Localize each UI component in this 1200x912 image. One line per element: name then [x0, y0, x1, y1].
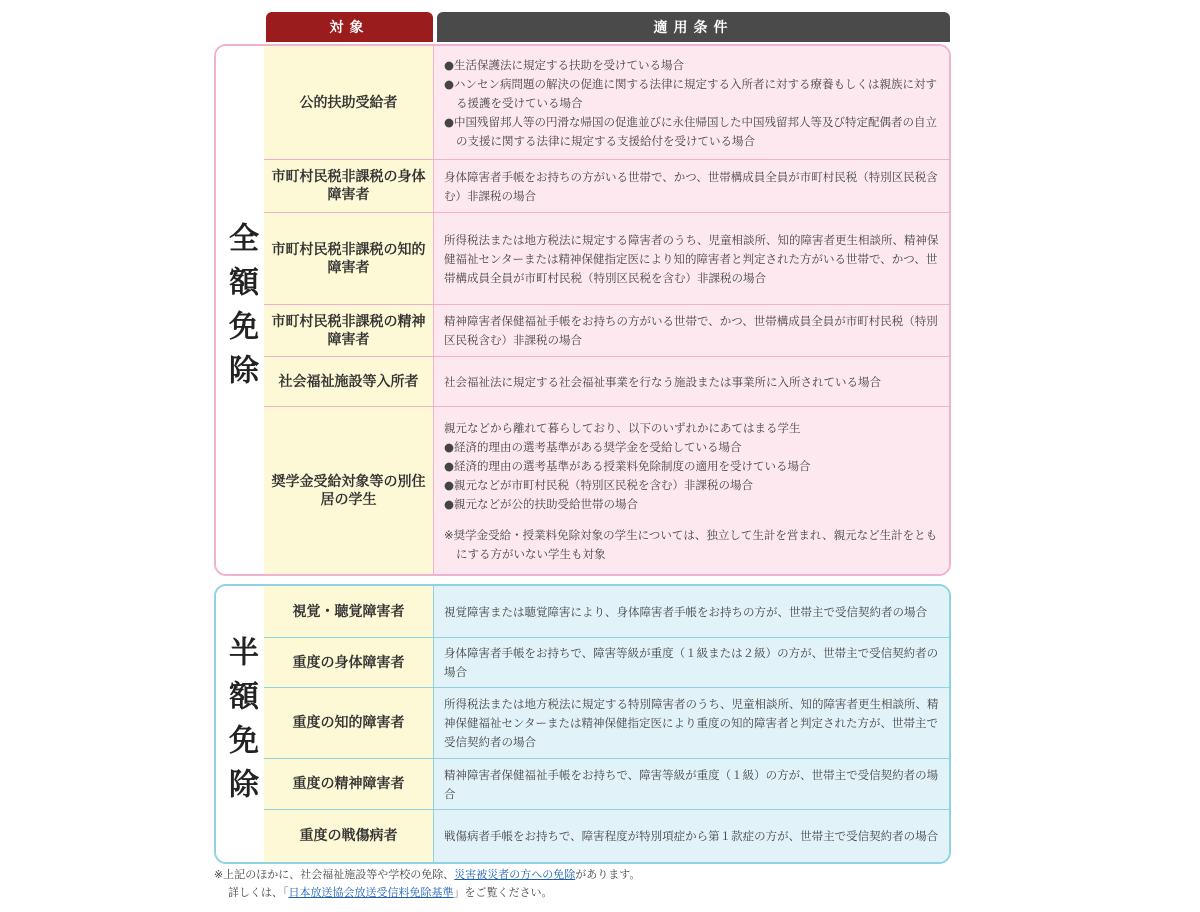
row-target: 重度の戦傷病者: [264, 810, 434, 862]
full-exemption-section: [214, 44, 951, 576]
half-exemption-label-text: 半額免除: [223, 636, 258, 812]
condition-line: 社会福祉法に規定する社会福祉事業を行なう施設または事業所に入所されている場合: [444, 374, 881, 389]
table-row: [264, 212, 949, 304]
row-target: 社会福祉施設等入所者: [264, 357, 434, 406]
table-row: [264, 586, 949, 637]
row-target: 視覚・聴覚障害者: [264, 586, 434, 637]
row-conditions: [434, 357, 949, 406]
half-exemption-label: [216, 586, 264, 862]
footnote-text: 詳しくは、「: [228, 886, 289, 899]
footnote-text: ※上記のほかに、社会福祉施設等や学校の免除、: [214, 868, 455, 881]
condition-line: ●親元などが市町村民税（特別区民税を含む）非課税の場合: [444, 477, 754, 492]
header-target: 対象: [266, 12, 433, 42]
table-row: [264, 637, 949, 687]
row-conditions: [434, 160, 949, 212]
row-target: 重度の知的障害者: [264, 688, 434, 758]
table-row: [264, 406, 949, 574]
condition-line: ●ハンセン病問題の解決の促進に関する法律に規定する入所者に対する療養もしくは親族に対する援護を受けている場合: [444, 76, 938, 110]
table-row: [264, 304, 949, 356]
half-exemption-rows: [264, 586, 949, 862]
row-conditions: [434, 759, 949, 809]
condition-line: ●経済的理由の選考基準がある授業料免除制度の適用を受けている場合: [444, 458, 811, 473]
row-target: 市町村民税非課税の精神障害者: [264, 305, 434, 356]
full-exemption-label: [216, 46, 264, 574]
condition-line: 精神障害者保健福祉手帳をお持ちの方がいる世帯で、かつ、世帯構成員全員が市町村民税（特別区民税含む）非課税の場合: [444, 314, 938, 347]
table-row: [264, 758, 949, 809]
row-target: 重度の精神障害者: [264, 759, 434, 809]
half-exemption-section: [214, 584, 951, 864]
condition-line: 所得税法または地方税法に規定する障害者のうち、児童相談所、知的障害者更生相談所、精神保健福祉センターまたは精神保健指定医により知的障害者と判定された方がいる世帯で、かつ、世帯構成員全員が市町村民税（特別区民税を含む）非課税の場合: [444, 232, 939, 285]
table-row: [264, 809, 949, 862]
row-target: 市町村民税非課税の身体障害者: [264, 160, 434, 212]
exemption-standards-link[interactable]: 日本放送協会放送受信料免除基準: [288, 886, 454, 899]
table-row: [264, 159, 949, 212]
condition-line: ●経済的理由の選考基準がある奨学金を受給している場合: [444, 439, 742, 454]
row-target: 市町村民税非課税の知的障害者: [264, 213, 434, 304]
row-conditions: [434, 688, 949, 758]
footnote: [214, 866, 954, 902]
footnote-line-2: [214, 884, 954, 902]
condition-line: 身体障害者手帳をお持ちの方がいる世帯で、かつ、世帯構成員全員が市町村民税（特別区民税含む）非課税の場合: [444, 169, 938, 203]
row-conditions: [434, 407, 949, 574]
row-target: 公的扶助受給者: [264, 46, 434, 159]
row-conditions: [434, 810, 949, 862]
condition-line: ●中国残留邦人等の円滑な帰国の促進並びに永住帰国した中国残留邦人等及び特定配偶者の自立の支援に関する法律に規定する支援給付を受けている場合: [444, 114, 938, 148]
condition-line: 親元などから離れて暮らしており、以下のいずれかにあてはまる学生: [444, 420, 801, 435]
condition-line: ●親元などが公的扶助受給世帯の場合: [444, 496, 639, 511]
table-row: [264, 46, 949, 159]
row-target: 重度の身体障害者: [264, 638, 434, 687]
footnote-text: 」をご覧ください。: [453, 886, 553, 899]
condition-line: 精神障害者保健福祉手帳をお持ちで、障害等級が重度（１級）の方が、世帯主で受信契約者の場合: [444, 767, 939, 801]
condition-line: 戦傷病者手帳をお持ちで、障害程度が特別項症から第１款症の方が、世帯主で受信契約者の場合: [444, 829, 939, 843]
condition-line: ●生活保護法に規定する扶助を受けている場合: [444, 57, 685, 72]
full-exemption-rows: [264, 46, 949, 574]
table-row: [264, 687, 949, 758]
disaster-victim-exemption-link[interactable]: 災害被災者の方への免除: [454, 868, 576, 881]
row-target: 奨学金受給対象等の別住居の学生: [264, 407, 434, 574]
condition-line: 身体障害者手帳をお持ちで、障害等級が重度（１級または２級）の方が、世帯主で受信契約者の場合: [444, 646, 939, 679]
full-exemption-label-text: 全額免除: [223, 222, 258, 398]
condition-note: ※奨学金受給・授業料免除対象の学生については、独立して生計を営まれ、親元など生計をともにする方がいない学生も対象: [444, 527, 938, 561]
footnote-line-1: [214, 866, 954, 884]
row-conditions: [434, 586, 949, 637]
row-conditions: [434, 213, 949, 304]
row-conditions: [434, 638, 949, 687]
row-conditions: [434, 46, 949, 159]
condition-line: 所得税法または地方税法に規定する特別障害者のうち、児童相談所、知的障害者更生相談所、精神保健福祉センターまたは精神保健指定医により重度の知的障害者と判定された方が、世帯主で受信契約者の場合: [444, 697, 939, 749]
header-condition: 適用条件: [437, 12, 950, 42]
condition-line: 視覚障害または聴覚障害により、身体障害者手帳をお持ちの方が、世帯主で受信契約者の場合: [444, 604, 927, 619]
table-row: [264, 356, 949, 406]
row-conditions: [434, 305, 949, 356]
footnote-text: があります。: [575, 868, 641, 881]
